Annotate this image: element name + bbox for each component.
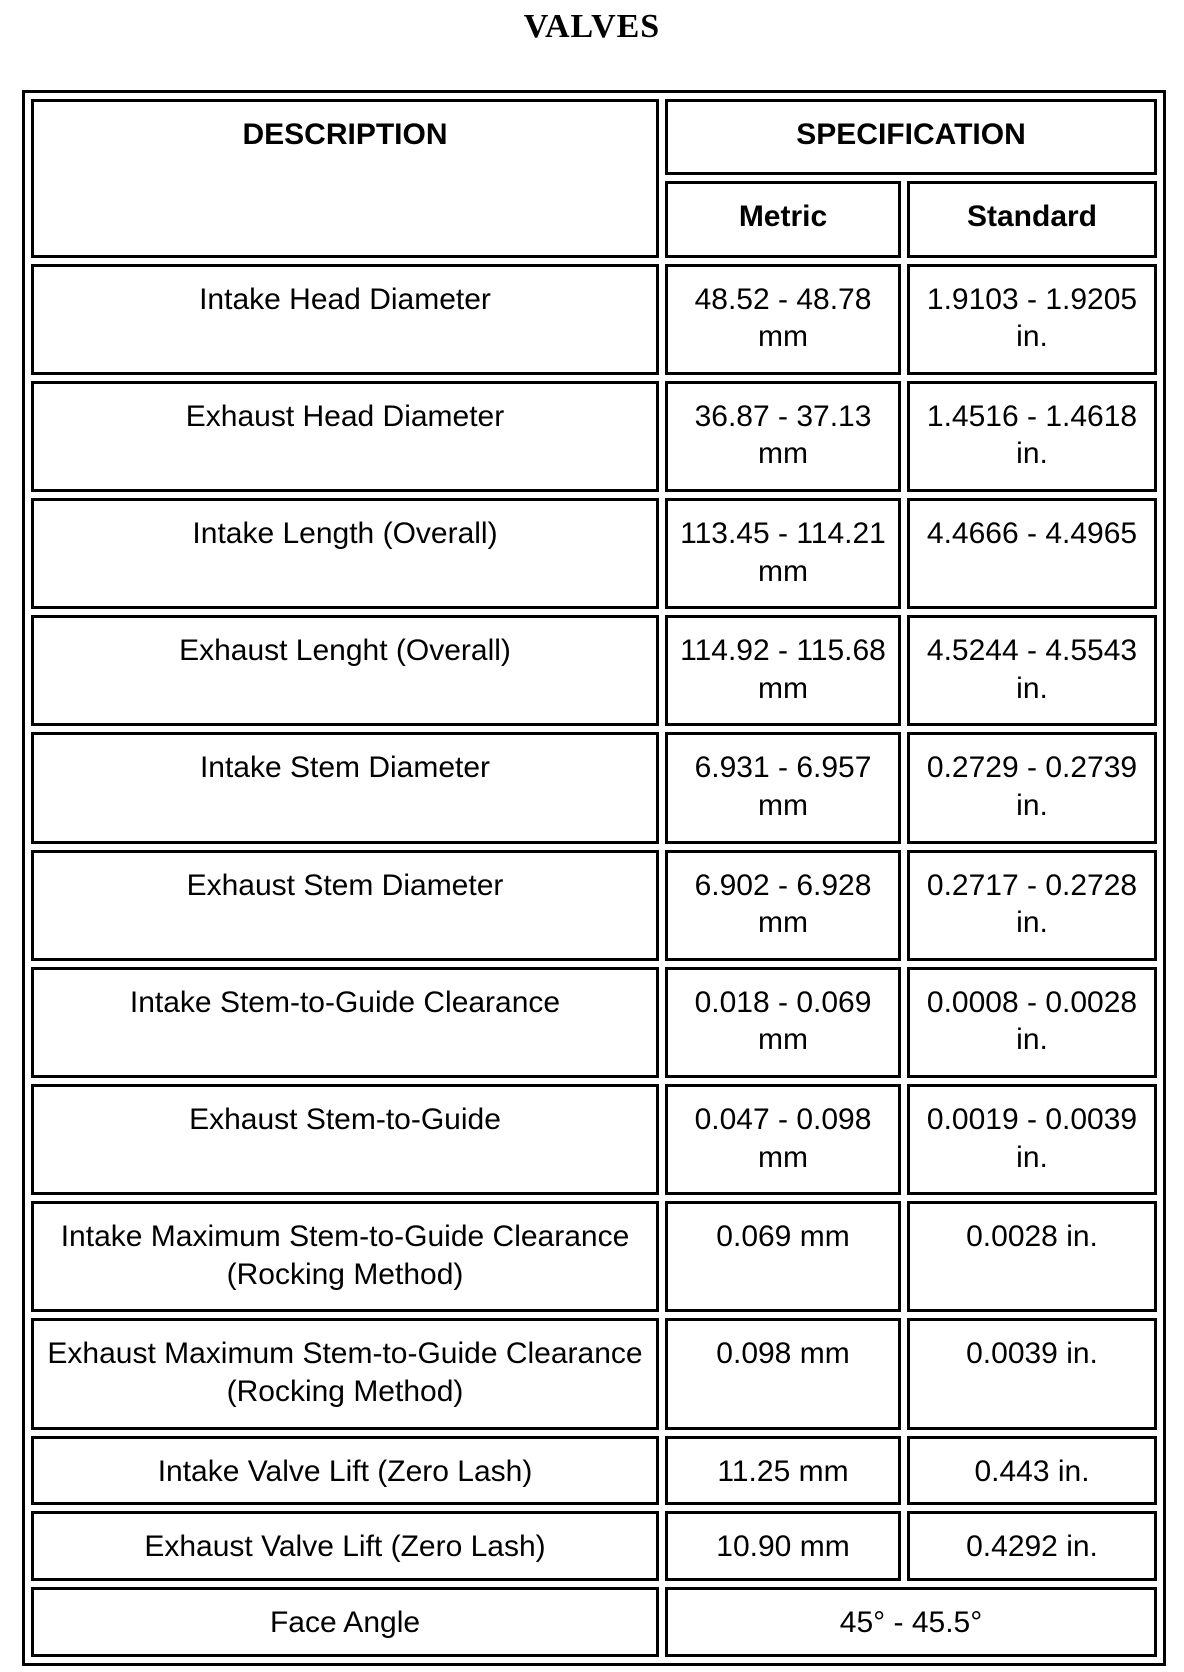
- table-row: [31, 850, 1157, 961]
- page-title: VALVES: [523, 8, 661, 45]
- row-metric: 11.25 mm: [665, 1436, 901, 1506]
- row-description: Exhaust Lenght (Overall): [31, 615, 659, 726]
- row-metric: 0.069 mm: [665, 1201, 901, 1312]
- table-row: [31, 1436, 1157, 1506]
- table-row: [31, 732, 1157, 843]
- row-metric: 36.87 - 37.13 mm: [665, 381, 901, 492]
- table-row: [31, 1201, 1157, 1312]
- header-metric: Metric: [665, 181, 901, 257]
- row-standard: 0.0008 - 0.0028 in.: [907, 967, 1157, 1078]
- row-description: Intake Stem Diameter: [31, 732, 659, 843]
- header-description: DESCRIPTION: [31, 99, 659, 258]
- row-description: Exhaust Valve Lift (Zero Lash): [31, 1511, 659, 1581]
- row-standard: 4.4666 - 4.4965: [907, 498, 1157, 609]
- row-metric: 10.90 mm: [665, 1511, 901, 1581]
- table-row: [31, 498, 1157, 609]
- row-description: Exhaust Stem-to-Guide: [31, 1084, 659, 1195]
- row-metric: 0.047 - 0.098 mm: [665, 1084, 901, 1195]
- row-description: Exhaust Head Diameter: [31, 381, 659, 492]
- table-row: [31, 381, 1157, 492]
- header-specification: SPECIFICATION: [665, 99, 1157, 175]
- header-standard: Standard: [907, 181, 1157, 257]
- row-description: Intake Length (Overall): [31, 498, 659, 609]
- face-angle-value: 45° - 45.5°: [665, 1587, 1157, 1657]
- face-angle-label: Face Angle: [31, 1587, 659, 1657]
- table-row: [31, 1318, 1157, 1429]
- row-standard: 0.2717 - 0.2728 in.: [907, 850, 1157, 961]
- row-metric: 114.92 - 115.68 mm: [665, 615, 901, 726]
- table-row: [31, 1084, 1157, 1195]
- row-standard: 0.0039 in.: [907, 1318, 1157, 1429]
- row-description: Intake Stem-to-Guide Clearance: [31, 967, 659, 1078]
- row-standard: 0.0028 in.: [907, 1201, 1157, 1312]
- row-description: Intake Valve Lift (Zero Lash): [31, 1436, 659, 1506]
- row-standard: 0.4292 in.: [907, 1511, 1157, 1581]
- valves-spec-table: [22, 90, 1166, 1666]
- row-standard: 0.443 in.: [907, 1436, 1157, 1506]
- table-row: [31, 1511, 1157, 1581]
- row-standard: 4.5244 - 4.5543 in.: [907, 615, 1157, 726]
- row-standard: 1.9103 - 1.9205 in.: [907, 264, 1157, 375]
- row-description: Intake Maximum Stem-to-Guide Clearance (Rocking Method): [31, 1201, 659, 1312]
- table-row: [31, 1587, 1157, 1657]
- row-standard: 1.4516 - 1.4618 in.: [907, 381, 1157, 492]
- row-metric: 6.931 - 6.957 mm: [665, 732, 901, 843]
- row-description: Exhaust Stem Diameter: [31, 850, 659, 961]
- row-metric: 0.098 mm: [665, 1318, 901, 1429]
- table-row: [31, 615, 1157, 726]
- row-metric: 113.45 - 114.21 mm: [665, 498, 901, 609]
- row-standard: 0.0019 - 0.0039 in.: [907, 1084, 1157, 1195]
- row-description: Exhaust Maximum Stem-to-Guide Clearance (Rocking Method): [31, 1318, 659, 1429]
- row-description: Intake Head Diameter: [31, 264, 659, 375]
- row-metric: 48.52 - 48.78 mm: [665, 264, 901, 375]
- table-row: [31, 264, 1157, 375]
- row-metric: 6.902 - 6.928 mm: [665, 850, 901, 961]
- row-metric: 0.018 - 0.069 mm: [665, 967, 901, 1078]
- table-row: [31, 967, 1157, 1078]
- row-standard: 0.2729 - 0.2739 in.: [907, 732, 1157, 843]
